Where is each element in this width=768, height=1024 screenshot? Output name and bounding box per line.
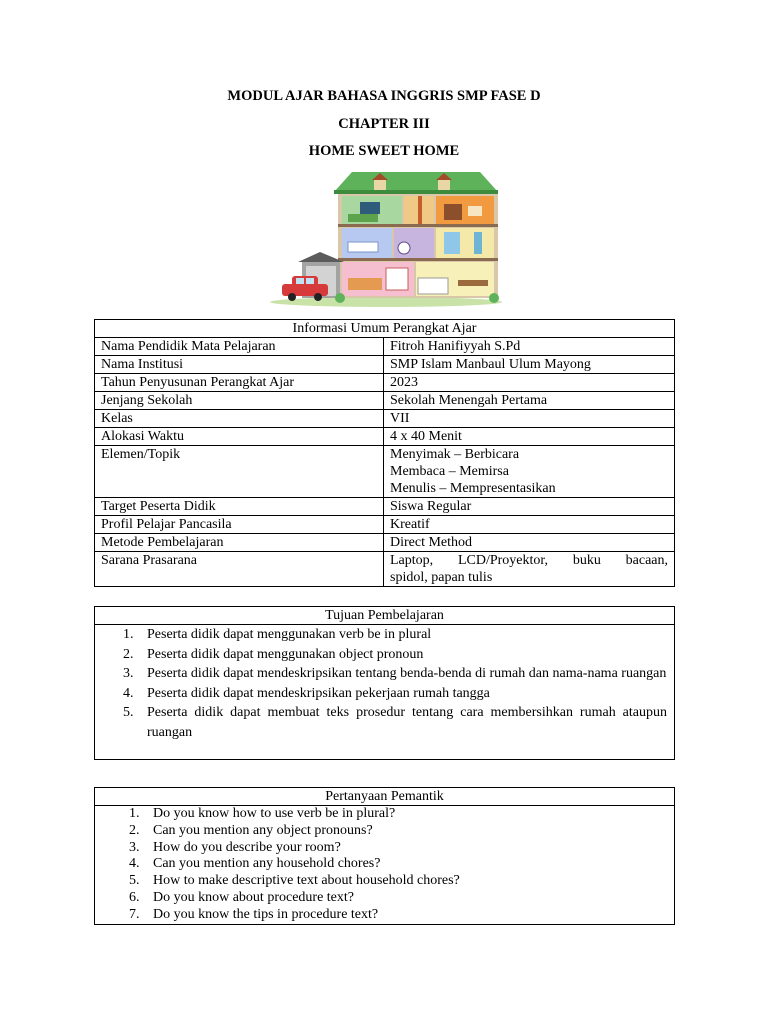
row-label: Alokasi Waktu xyxy=(95,428,384,446)
item-number: 2. xyxy=(129,822,140,838)
item-number: 4. xyxy=(129,856,140,872)
row-label: Target Peserta Didik xyxy=(95,498,384,516)
row-label: Nama Pendidik Mata Pelajaran xyxy=(95,338,384,356)
item-text: Peserta didik dapat membuat teks prosedur tentang cara membersihkan rumah ataupun ruangan xyxy=(147,705,667,740)
table-row xyxy=(95,374,675,392)
item-number: 4. xyxy=(123,685,134,701)
learning-goals-box xyxy=(94,606,675,760)
row-label: Tahun Penyusunan Perangkat Ajar xyxy=(95,374,384,392)
list-item xyxy=(95,907,674,924)
table-row xyxy=(95,552,675,587)
item-number: 6. xyxy=(129,889,140,905)
table-row xyxy=(95,516,675,534)
house-cutaway-illustration xyxy=(268,168,502,310)
row-value xyxy=(384,552,675,587)
item-text: Can you mention any object pronouns? xyxy=(153,822,373,838)
topic-line: Menyimak – Berbicara xyxy=(390,447,520,462)
list-item xyxy=(95,684,674,704)
list-item xyxy=(95,625,674,645)
row-label: Jenjang Sekolah xyxy=(95,392,384,410)
list-item xyxy=(95,823,674,840)
item-text: How to make descriptive text about household chores? xyxy=(153,873,460,889)
item-number: 5. xyxy=(129,873,140,889)
item-number: 2. xyxy=(123,646,134,662)
table-row xyxy=(95,534,675,552)
item-text: Peserta didik dapat mendeskripsikan pekerjaan rumah tangga xyxy=(147,685,490,701)
row-value: VII xyxy=(384,410,675,428)
row-value: Fitroh Hanifiyyah S.Pd xyxy=(384,338,675,356)
goals-list xyxy=(95,625,674,742)
item-text: Do you know about procedure text? xyxy=(153,889,354,905)
item-text: Do you know how to use verb be in plural? xyxy=(153,806,396,821)
row-value: Siswa Regular xyxy=(384,498,675,516)
list-item xyxy=(95,840,674,857)
facility-line: Laptop, LCD/Proyektor, buku bacaan, xyxy=(390,553,668,568)
item-number: 7. xyxy=(129,906,140,922)
row-value: SMP Islam Manbaul Ulum Mayong xyxy=(384,356,675,374)
table-row xyxy=(95,498,675,516)
table-row xyxy=(95,356,675,374)
table-row xyxy=(95,410,675,428)
row-value: 2023 xyxy=(384,374,675,392)
table-title: Informasi Umum Perangkat Ajar xyxy=(95,320,675,338)
item-number: 3. xyxy=(129,839,140,855)
table-row xyxy=(95,446,675,498)
trigger-questions-box xyxy=(94,787,675,925)
questions-list xyxy=(95,806,674,924)
row-value xyxy=(384,446,675,498)
item-number: 1. xyxy=(123,627,134,642)
general-info-table xyxy=(94,319,675,587)
list-item xyxy=(95,873,674,890)
item-text: Do you know the tips in procedure text? xyxy=(153,906,379,922)
row-label: Profil Pelajar Pancasila xyxy=(95,516,384,534)
table-header-row xyxy=(95,320,675,338)
row-value: Sekolah Menengah Pertama xyxy=(384,392,675,410)
list-item xyxy=(95,806,674,823)
row-value: 4 x 40 Menit xyxy=(384,428,675,446)
item-text: Can you mention any household chores? xyxy=(153,856,381,872)
row-label: Elemen/Topik xyxy=(95,446,384,498)
row-value: Kreatif xyxy=(384,516,675,534)
goals-title: Tujuan Pembelajaran xyxy=(95,607,674,625)
topic-line: Menulis – Mempresentasikan xyxy=(390,481,556,496)
row-label: Nama Institusi xyxy=(95,356,384,374)
list-item xyxy=(95,703,674,742)
item-number: 1. xyxy=(129,806,140,821)
chapter-title: CHAPTER III xyxy=(338,116,430,132)
item-text: Peserta didik dapat menggunakan verb be in plural xyxy=(147,627,432,642)
table-row xyxy=(95,428,675,446)
module-title: MODUL AJAR BAHASA INGGRIS SMP FASE D xyxy=(227,88,541,104)
list-item xyxy=(95,890,674,907)
item-number: 5. xyxy=(123,705,134,720)
table-row xyxy=(95,338,675,356)
row-label: Metode Pembelajaran xyxy=(95,534,384,552)
chapter-subtitle: HOME SWEET HOME xyxy=(308,143,460,159)
row-label: Kelas xyxy=(95,410,384,428)
row-value: Direct Method xyxy=(384,534,675,552)
item-text: Peserta didik dapat menggunakan object pronoun xyxy=(147,646,424,662)
questions-title: Pertanyaan Pemantik xyxy=(95,788,674,806)
facility-line: spidol, papan tulis xyxy=(390,570,493,585)
item-number: 3. xyxy=(123,666,134,681)
list-item xyxy=(95,664,674,684)
list-item xyxy=(95,856,674,873)
table-row xyxy=(95,392,675,410)
list-item xyxy=(95,645,674,665)
item-text: Peserta didik dapat mendeskripsikan tentang benda-benda di rumah dan nama-nama ruangan xyxy=(147,666,667,681)
item-text: How do you describe your room? xyxy=(153,839,341,855)
topic-line: Membaca – Memirsa xyxy=(390,464,509,479)
row-label: Sarana Prasarana xyxy=(95,552,384,587)
